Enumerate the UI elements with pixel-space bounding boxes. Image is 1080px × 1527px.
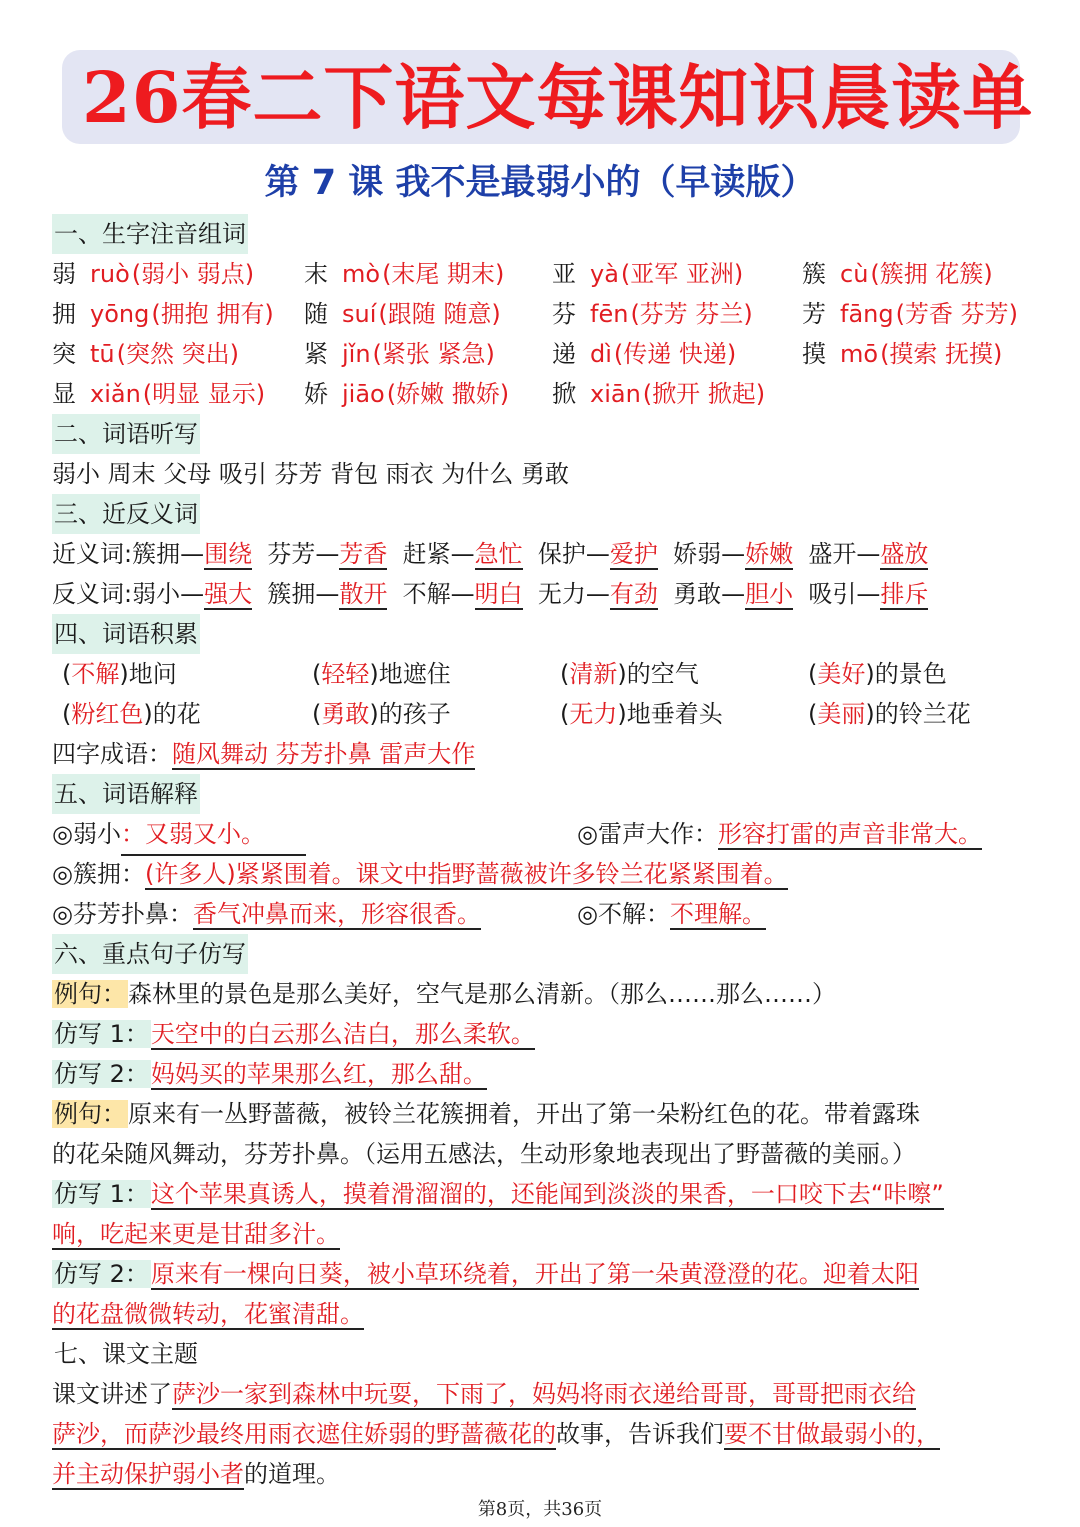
explanation-row xyxy=(52,814,1042,854)
example-sentence-cont: 的花朵随风舞动，芬芳扑鼻。（运用五感法，生动形象地表现出了野蔷薇的美丽。） xyxy=(52,1140,916,1168)
char-entry: 芳 fāng(芳香 芬芳) xyxy=(802,300,1018,328)
char-entry: 掀 xiān(掀开 掀起) xyxy=(552,380,766,408)
char-row xyxy=(52,254,1042,294)
phrase-item: (粉红色)的花 xyxy=(62,700,201,728)
word-pair: 簇拥—围绕 xyxy=(132,540,253,568)
word-pair: 不解—明白 xyxy=(402,580,523,608)
word-pair: 保护—爱护 xyxy=(537,540,658,568)
phrase-item: (美丽)的铃兰花 xyxy=(808,700,971,728)
word-pair: 吸引—排斥 xyxy=(808,580,929,608)
section-header-characters: 一、生字注音组词 xyxy=(52,214,1042,254)
imitation-sentence: 仿写 1：天空中的白云那么洁白，那么柔软。 xyxy=(54,1020,535,1048)
char-entry: 娇 jiāo(娇嫩 撒娇) xyxy=(304,380,510,408)
explanation-item: ◎芬芳扑鼻：香气冲鼻而来，形容很香。 xyxy=(52,900,481,928)
word-pair: 赶紧—急忙 xyxy=(402,540,523,568)
imitation-sentence-cont: 的花盘微微转动，花蜜清甜。 xyxy=(52,1300,364,1328)
word-pair: 娇弱—娇嫩 xyxy=(673,540,794,568)
word-pair: 勇敢—胆小 xyxy=(673,580,794,608)
char-entry: 随 suí(跟随 随意) xyxy=(304,300,501,328)
page-title: 26春二下语文每课知识晨读单 xyxy=(82,56,1034,139)
phrase-item: (清新)的空气 xyxy=(560,660,699,688)
phrase-item: (美好)的景色 xyxy=(808,660,947,688)
char-entry: 末 mò(末尾 期末) xyxy=(304,260,505,288)
imitation-sentence-cont: 响，吃起来更是甘甜多汁。 xyxy=(52,1220,340,1248)
char-entry: 芬 fēn(芬芳 芬兰) xyxy=(552,300,753,328)
lesson-title: 第 7 课 我不是最弱小的（早读版） xyxy=(264,163,816,203)
char-row xyxy=(52,294,1042,334)
phrase-item: (不解)地问 xyxy=(62,660,177,688)
char-entry: 簇 cù(簇拥 花簇) xyxy=(802,260,993,288)
theme-line: 并主动保护弱小者的道理。 xyxy=(52,1460,340,1488)
phrase-row xyxy=(52,654,1042,694)
theme-line: 萨沙，而萨沙最终用雨衣遮住娇弱的野蔷薇花的故事，告诉我们要不甘做最弱小的， xyxy=(52,1420,940,1448)
word-pair: 芬芳—芳香 xyxy=(267,540,388,568)
explanation-item: ◎雷声大作：形容打雷的声音非常大。 xyxy=(577,820,982,848)
section-header-theme: 七、课文主题 xyxy=(54,1340,198,1368)
section-header-dictation: 二、词语听写 xyxy=(52,414,1042,454)
word-pair: 弱小—强大 xyxy=(132,580,253,608)
idiom-row: 四字成语：随风舞动 芬芳扑鼻 雷声大作 xyxy=(52,740,476,768)
phrase-item: (无力)地垂着头 xyxy=(560,700,723,728)
explanation-item: ◎弱小：又弱又小。 xyxy=(52,814,306,856)
char-entry: 显 xiǎn(明显 显示) xyxy=(52,380,266,408)
char-entry: 突 tū(突然 突出) xyxy=(52,340,239,368)
word-pair: 簇拥—散开 xyxy=(267,580,388,608)
char-entry: 紧 jǐn(紧张 紧急) xyxy=(304,340,495,368)
word-pair: 盛开—盛放 xyxy=(808,540,929,568)
char-entry: 递 dì(传递 快递) xyxy=(552,340,737,368)
explanation-item: ◎不解：不理解。 xyxy=(577,900,766,928)
antonym-row: 反义词:弱小—强大 簇拥—散开 不解—明白 无力—有劲 勇敢—胆小 吸引—排斥 xyxy=(52,580,929,608)
page-footer: 第8页，共36页 xyxy=(477,1499,603,1520)
section-header-explanations: 五、词语解释 xyxy=(52,774,1042,814)
char-row xyxy=(52,374,1042,414)
phrase-item: (勇敢)的孩子 xyxy=(312,700,451,728)
example-sentence: 例句：森林里的景色是那么美好，空气是那么清新。（那么……那么……） xyxy=(54,980,836,1008)
imitation-sentence: 仿写 2：原来有一棵向日葵，被小草环绕着，开出了第一朵黄澄澄的花。迎着太阳 xyxy=(54,1260,919,1288)
word-pair: 无力—有劲 xyxy=(537,580,658,608)
dictation-words: 弱小 周末 父母 吸引 芬芳 背包 雨衣 为什么 勇敢 xyxy=(52,460,570,488)
char-row xyxy=(52,334,1042,374)
char-entry: 亚 yà(亚军 亚洲) xyxy=(552,260,744,288)
section-header-sentences: 六、重点句子仿写 xyxy=(52,934,1042,974)
example-sentence: 例句：原来有一丛野蔷薇，被铃兰花簇拥着，开出了第一朵粉红色的花。带着露珠 xyxy=(54,1100,920,1128)
explanation-row xyxy=(52,854,1042,894)
synonym-row: 近义词:簇拥—围绕 芬芳—芳香 赶紧—急忙 保护—爱护 娇弱—娇嫩 盛开—盛放 xyxy=(52,540,929,568)
explanation-item: ◎簇拥：(许多人)紧紧围着。课文中指野蔷薇被许多铃兰花紧紧围着。 xyxy=(52,860,788,888)
char-entry: 摸 mō(摸索 抚摸) xyxy=(802,340,1003,368)
explanation-row xyxy=(52,894,1042,934)
theme-line: 课文讲述了萨沙一家到森林中玩耍，下雨了，妈妈将雨衣递给哥哥，哥哥把雨衣给 xyxy=(52,1380,916,1408)
section-header-synonyms: 三、近反义词 xyxy=(52,494,1042,534)
char-entry: 弱 ruò(弱小 弱点) xyxy=(52,260,255,288)
imitation-sentence: 仿写 1：这个苹果真诱人，摸着滑溜溜的，还能闻到淡淡的果香，一口咬下去“咔嚓” xyxy=(54,1180,944,1208)
char-entry: 拥 yōng(拥抱 拥有) xyxy=(52,300,274,328)
section-header-accumulation: 四、词语积累 xyxy=(52,614,1042,654)
phrase-row xyxy=(52,694,1042,734)
imitation-sentence: 仿写 2：妈妈买的苹果那么红，那么甜。 xyxy=(54,1060,487,1088)
worksheet-body xyxy=(52,214,1042,1494)
phrase-item: (轻轻)地遮住 xyxy=(312,660,451,688)
